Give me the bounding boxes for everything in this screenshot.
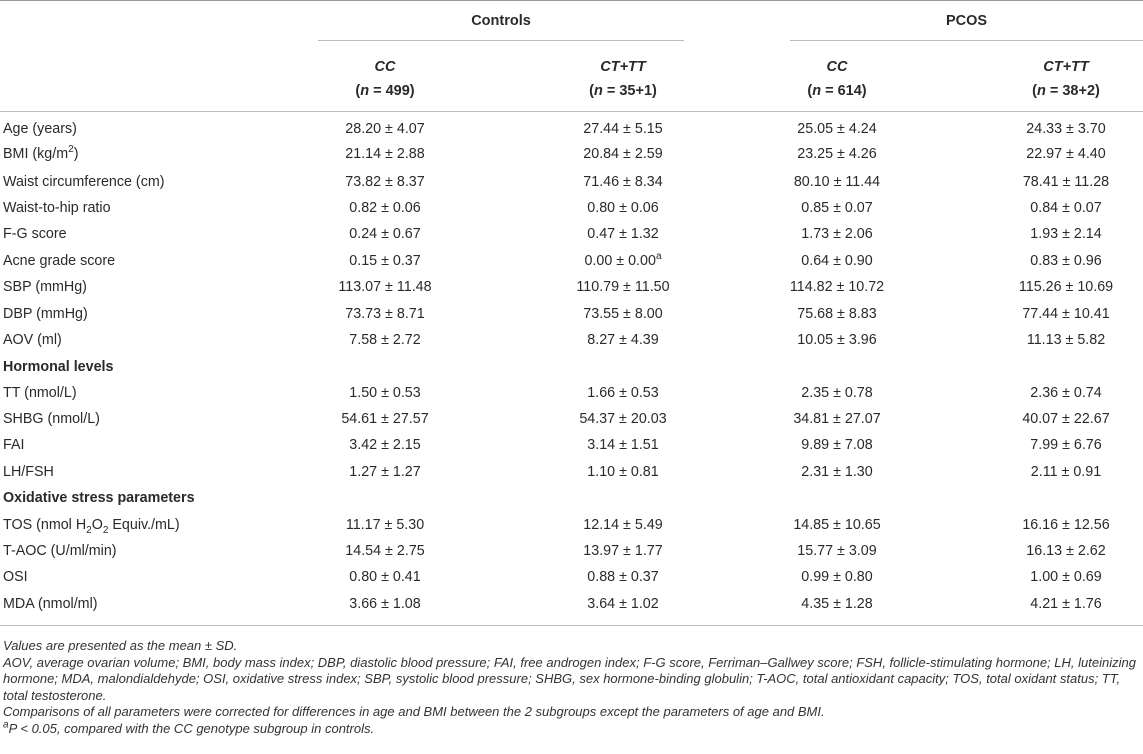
column-header-controls-cc: CC (n = 499) bbox=[355, 59, 415, 99]
row-label: AOV (ml) bbox=[3, 332, 62, 348]
table-row-acne bbox=[0, 249, 1143, 273]
row-label: TOS (nmol $H_2O_2$ Equiv./mL) bbox=[3, 517, 180, 536]
table-cell: 0.80 ± 0.41 bbox=[349, 569, 421, 585]
row-label: F-G score bbox=[3, 226, 67, 242]
table-cell: 73.55 ± 8.00 bbox=[583, 306, 663, 322]
table-cell: 0.83 ± 0.96 bbox=[1030, 253, 1102, 269]
section-header-hormonal bbox=[0, 355, 1143, 379]
table-cell: 16.16 ± 12.56 bbox=[1022, 517, 1110, 533]
table-cell: 25.05 ± 4.24 bbox=[797, 121, 877, 137]
row-label: TT (nmol/L) bbox=[3, 385, 77, 401]
table-cell: 1.73 ± 2.06 bbox=[801, 226, 873, 242]
table-cell: 34.81 ± 27.07 bbox=[793, 411, 881, 427]
row-label: DBP (mmHg) bbox=[3, 306, 88, 322]
pcos-span-rule bbox=[790, 40, 1143, 41]
table-cell: 7.99 ± 6.76 bbox=[1030, 437, 1102, 453]
table-cell: 2.35 ± 0.78 bbox=[801, 385, 873, 401]
table-cell: 75.68 ± 8.83 bbox=[797, 306, 877, 322]
column-header-pcos-cc: CC (n = 614) bbox=[807, 59, 867, 99]
column-header-pcos-ct-tt: CT+TT (n = 38+2) bbox=[1032, 59, 1100, 99]
table-cell: 71.46 ± 8.34 bbox=[583, 174, 663, 190]
table-row-tos bbox=[0, 513, 1143, 537]
table-row-bmi bbox=[0, 142, 1143, 166]
table-cell: 4.35 ± 1.28 bbox=[801, 596, 873, 612]
table-cell: 40.07 ± 22.67 bbox=[1022, 411, 1110, 427]
table-cell: 3.42 ± 2.15 bbox=[349, 437, 421, 453]
table-cell: 20.84 ± 2.59 bbox=[583, 146, 663, 162]
table-cell: 0.99 ± 0.80 bbox=[801, 569, 873, 585]
table-cell: 0.00 ± 0.00$^a$ bbox=[584, 251, 662, 269]
row-label: SBP (mmHg) bbox=[3, 279, 87, 295]
table-cell: 113.07 ± 11.48 bbox=[338, 279, 432, 295]
table-cell: 115.26 ± 10.69 bbox=[1018, 279, 1114, 295]
table-cell: 0.80 ± 0.06 bbox=[587, 200, 659, 216]
table-cell: 21.14 ± 2.88 bbox=[345, 146, 425, 162]
footnote-mean-sd: Values are presented as the mean ± SD. bbox=[3, 638, 238, 653]
table-cell: 11.13 ± 5.82 bbox=[1026, 332, 1106, 348]
table-cell: 3.66 ± 1.08 bbox=[349, 596, 421, 612]
footnote-comparisons: Comparisons of all parameters were corrected for differences in age and BMI between the 2 subgroups except the parameters of age and BMI. bbox=[3, 704, 825, 719]
table-cell: 22.97 ± 4.40 bbox=[1026, 146, 1106, 162]
footnote-significance: $^a$P < 0.05, compared with the CC genotype subgroup in controls. bbox=[3, 719, 375, 736]
table-cell: 13.97 ± 1.77 bbox=[583, 543, 663, 559]
table-cell: 80.10 ± 11.44 bbox=[793, 174, 881, 190]
table-row-fai bbox=[0, 433, 1143, 457]
table-row-tt bbox=[0, 381, 1143, 405]
row-label: LH/FSH bbox=[3, 464, 54, 480]
table-cell: 16.13 ± 2.62 bbox=[1026, 543, 1106, 559]
table-cell: 0.64 ± 0.90 bbox=[801, 253, 873, 269]
table-cell: 15.77 ± 3.09 bbox=[797, 543, 877, 559]
row-label: OSI bbox=[3, 569, 28, 585]
row-label: SHBG (nmol/L) bbox=[3, 411, 100, 427]
table-cell: 1.50 ± 0.53 bbox=[349, 385, 421, 401]
table-cell: 27.44 ± 5.15 bbox=[583, 121, 663, 137]
table-footnotes bbox=[3, 638, 1139, 737]
table-cell: 73.82 ± 8.37 bbox=[345, 174, 425, 190]
table-cell: 28.20 ± 4.07 bbox=[345, 121, 425, 137]
table-cell: 1.66 ± 0.53 bbox=[587, 385, 659, 401]
table-top-rule bbox=[0, 0, 1143, 1]
table-cell: 3.64 ± 1.02 bbox=[587, 596, 659, 612]
table-cell: 8.27 ± 4.39 bbox=[587, 332, 659, 348]
section-header-oxidative bbox=[0, 486, 1143, 510]
table-cell: 0.15 ± 0.37 bbox=[349, 253, 421, 269]
table-row-lhfsh bbox=[0, 460, 1143, 484]
section-title: Hormonal levels bbox=[3, 359, 114, 375]
table-cell: 7.58 ± 2.72 bbox=[349, 332, 421, 348]
table-cell: 14.85 ± 10.65 bbox=[793, 517, 881, 533]
footnote-abbreviations: AOV, average ovarian volume; BMI, body mass index; DBP, diastolic blood pressure; FAI, free androgen index; F-G score, Ferriman–Gallwey score; FSH, follicle-stimulating hormone; LH, luteinizing hormone; MDA, malondialdehyde; OSI, oxidative stress index; SBP, systolic blood pressure; SHBG, sex hormone-binding globulin; T-AOC, total antioxidant capacity; TOS, total oxidant status; TT, total testosterone. bbox=[3, 654, 1136, 703]
table-row-mda bbox=[0, 592, 1143, 616]
table-cell: 78.41 ± 11.28 bbox=[1022, 174, 1110, 190]
column-header-controls-ct-tt: CT+TT (n = 35+1) bbox=[589, 59, 657, 99]
table-row-waist bbox=[0, 170, 1143, 194]
header-bottom-rule bbox=[0, 111, 1143, 112]
table-cell: 114.82 ± 10.72 bbox=[789, 279, 885, 295]
table-cell: 2.36 ± 0.74 bbox=[1030, 385, 1102, 401]
table-row-dbp bbox=[0, 302, 1143, 326]
table-cell: 77.44 ± 10.41 bbox=[1022, 306, 1110, 322]
table-row-taoc bbox=[0, 539, 1143, 563]
table-cell: 24.33 ± 3.70 bbox=[1026, 121, 1106, 137]
table-cell: 23.25 ± 4.26 bbox=[797, 146, 877, 162]
table-row-osi bbox=[0, 565, 1143, 589]
table-cell: 0.82 ± 0.06 bbox=[349, 200, 421, 216]
row-label: BMI $(kg/m^2)$ bbox=[3, 144, 79, 162]
table-cell: 73.73 ± 8.71 bbox=[345, 306, 425, 322]
table-row-whr bbox=[0, 196, 1143, 220]
controls-span-rule bbox=[318, 40, 684, 41]
table-cell: 10.05 ± 3.96 bbox=[797, 332, 877, 348]
table-cell: 1.93 ± 2.14 bbox=[1030, 226, 1102, 242]
table-cell: 0.88 ± 0.37 bbox=[587, 569, 659, 585]
row-label: Acne grade score bbox=[3, 253, 116, 269]
table-cell: 14.54 ± 2.75 bbox=[345, 543, 425, 559]
table-cell: 4.21 ± 1.76 bbox=[1030, 596, 1102, 612]
table-cell: 0.24 ± 0.67 bbox=[349, 226, 421, 242]
table-cell: 11.17 ± 5.30 bbox=[345, 517, 425, 533]
row-label: Age (years) bbox=[3, 121, 77, 137]
table-cell: 2.31 ± 1.30 bbox=[801, 464, 873, 480]
row-label: Waist circumference (cm) bbox=[3, 174, 165, 190]
row-label: FAI bbox=[3, 437, 25, 453]
table-row-fg bbox=[0, 222, 1143, 246]
table-cell: 0.85 ± 0.07 bbox=[801, 200, 873, 216]
table-cell: 0.47 ± 1.32 bbox=[587, 226, 659, 242]
row-label: T-AOC (U/ml/min) bbox=[3, 543, 117, 559]
section-title: Oxidative stress parameters bbox=[3, 490, 195, 506]
table-cell: 54.61 ± 27.57 bbox=[341, 411, 429, 427]
table-bottom-rule bbox=[0, 625, 1143, 626]
table-row-age bbox=[0, 117, 1143, 141]
table-cell: 9.89 ± 7.08 bbox=[801, 437, 873, 453]
row-label: MDA (nmol/ml) bbox=[3, 596, 98, 612]
table-cell: 1.10 ± 0.81 bbox=[587, 464, 659, 480]
table-row-aov bbox=[0, 328, 1143, 352]
table-row-shbg bbox=[0, 407, 1143, 431]
table-cell: 3.14 ± 1.51 bbox=[587, 437, 659, 453]
table-cell: 1.27 ± 1.27 bbox=[349, 464, 421, 480]
table-cell: 2.11 ± 0.91 bbox=[1030, 464, 1102, 480]
group-header-pcos: PCOS bbox=[945, 13, 988, 29]
table-cell: 12.14 ± 5.49 bbox=[583, 517, 663, 533]
table-cell: 110.79 ± 11.50 bbox=[576, 279, 670, 295]
table-cell: 0.84 ± 0.07 bbox=[1030, 200, 1102, 216]
table-row-sbp bbox=[0, 275, 1143, 299]
row-label: Waist-to-hip ratio bbox=[3, 200, 111, 216]
group-header-controls: Controls bbox=[471, 13, 531, 29]
table-cell: 1.00 ± 0.69 bbox=[1030, 569, 1102, 585]
table-cell: 54.37 ± 20.03 bbox=[579, 411, 667, 427]
